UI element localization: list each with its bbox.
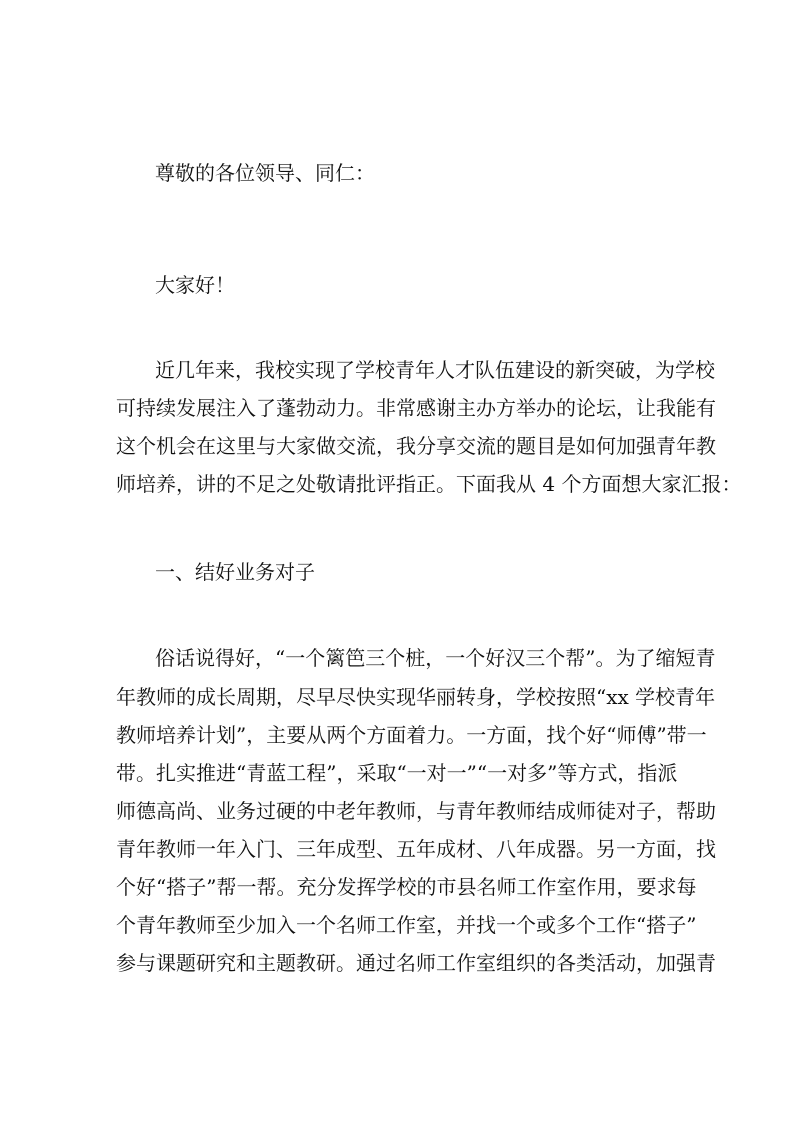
paragraph-line: 这个机会在这里与大家做交流，我分享交流的题目是如何加强青年教 [116, 434, 716, 458]
section-heading: 一、结好业务对子 [155, 560, 315, 584]
paragraph-line: 教师培养计划”，主要从两个方面着力。一方面，找个好“师傅”带一 [116, 723, 707, 747]
paragraph-line: 师德高尚、业务过硬的中老年教师，与青年教师结成师徒对子，帮助 [116, 799, 716, 823]
greeting: 大家好！ [155, 273, 235, 297]
paragraph-line: 年教师的成长周期，尽早尽快实现华丽转身，学校按照“xx 学校青年 [116, 685, 716, 709]
salutation: 尊敬的各位领导、同仁： [155, 161, 375, 185]
paragraph-line: 青年教师一年入门、三年成型、五年成材、八年成器。另一方面，找 [116, 837, 716, 861]
paragraph-line: 参与课题研究和主题教研。通过名师工作室组织的各类活动，加强青 [116, 951, 716, 975]
paragraph-line: 可持续发展注入了蓬勃动力。非常感谢主办方举办的论坛，让我能有 [116, 396, 716, 420]
paragraph-line: 师培养，讲的不足之处敬请批评指正。下面我从 4 个方面想大家汇报： [116, 472, 742, 496]
paragraph-line: 个青年教师至少加入一个名师工作室，并找一个或多个工作“搭子” [116, 913, 697, 937]
paragraph-line: 个好“搭子”帮一帮。充分发挥学校的市县名师工作室作用，要求每 [116, 875, 697, 899]
paragraph-line: 俗话说得好，“一个篱笆三个桩，一个好汉三个帮”。为了缩短青 [155, 646, 716, 670]
paragraph-line: 带。扎实推进“青蓝工程”，采取“一对一”“一对多”等方式，指派 [116, 761, 678, 785]
paragraph-line: 近几年来，我校实现了学校青年人才队伍建设的新突破，为学校 [155, 358, 715, 382]
